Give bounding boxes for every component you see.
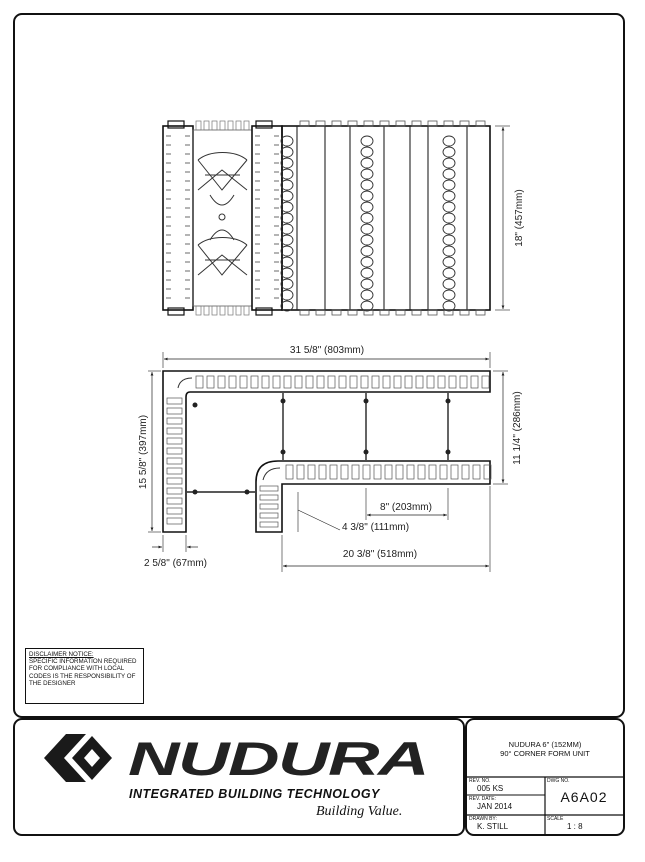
rev-date-cell: [469, 796, 544, 815]
dimension-overall-length-label: 31 5/8" (803mm): [289, 345, 365, 356]
web-ribs: [297, 121, 485, 315]
elevation-view: [163, 121, 525, 315]
disclaimer-heading: DISCLAIMER NOTICE:: [29, 651, 94, 658]
unit-title-line1: NUDURA 6" (152MM): [508, 740, 582, 749]
nudura-logo-mark: [44, 734, 112, 782]
brand-wordmark: NUDURA: [128, 732, 428, 785]
hinge-tie-upper: [198, 153, 247, 191]
plan-view: [138, 345, 523, 572]
straight-section: [282, 126, 490, 310]
dimension-inner-length-label: 20 3/8" (518mm): [342, 549, 418, 560]
dwg-no-label: DWG NO.: [547, 778, 570, 784]
drawn-by-label: DRAWN BY:: [469, 816, 497, 822]
nudura-logo: [40, 728, 435, 788]
dwg-no-value: A6A02: [560, 789, 608, 805]
unit-title: [468, 740, 622, 758]
web-ties: [281, 136, 455, 311]
rev-no-value: 005 KS: [477, 784, 504, 793]
rev-no-cell: [469, 778, 544, 795]
leader-line-inner-offset: [298, 510, 340, 530]
rev-no-label: REV. NO.: [469, 778, 491, 784]
dimension-right-height-label: 11 1/4" (286mm): [512, 391, 523, 465]
dimension-left-height-label: 15 5/8" (397mm): [138, 414, 149, 490]
unit-title-line2: 90° CORNER FORM UNIT: [500, 749, 590, 758]
scale-label: SCALE: [547, 816, 564, 822]
outer-corner-panel: [163, 371, 490, 532]
disclaimer-body: SPECIFIC INFORMATION REQUIRED FOR COMPLIANCE WITH LOCAL CODES IS THE RESPONSIBILITY OF THE DESIGNER: [29, 658, 137, 687]
rev-date-label: REV. DATE:: [469, 796, 496, 802]
dimension-tie-spacing-label: 8" (203mm): [380, 502, 432, 513]
hinge-tie-lower: [198, 238, 247, 276]
hinge-teeth: [196, 121, 249, 315]
disclaimer-notice: [25, 648, 144, 704]
panel-notches: [166, 136, 190, 298]
inner-panel-notches: [286, 465, 491, 479]
drawn-by-cell: [469, 816, 544, 835]
dimension-inner-offset-label: 4 3/8" (111mm): [342, 522, 410, 533]
rev-date-value: JAN 2014: [477, 802, 513, 811]
dimension-panel-width-label: 2 5/8" (67mm): [144, 558, 208, 569]
dimension-height-label: 18" (457mm): [514, 189, 525, 247]
hinge-region: [193, 130, 252, 306]
scale-cell: [547, 816, 623, 835]
scale-value: 1 : 8: [567, 822, 583, 831]
drawn-by-value: K. STILL: [477, 822, 509, 831]
brand-slogan: Building Value.: [316, 804, 403, 819]
outer-panel-notches: [196, 376, 489, 388]
brand-tagline: INTEGRATED BUILDING TECHNOLOGY: [129, 787, 380, 801]
